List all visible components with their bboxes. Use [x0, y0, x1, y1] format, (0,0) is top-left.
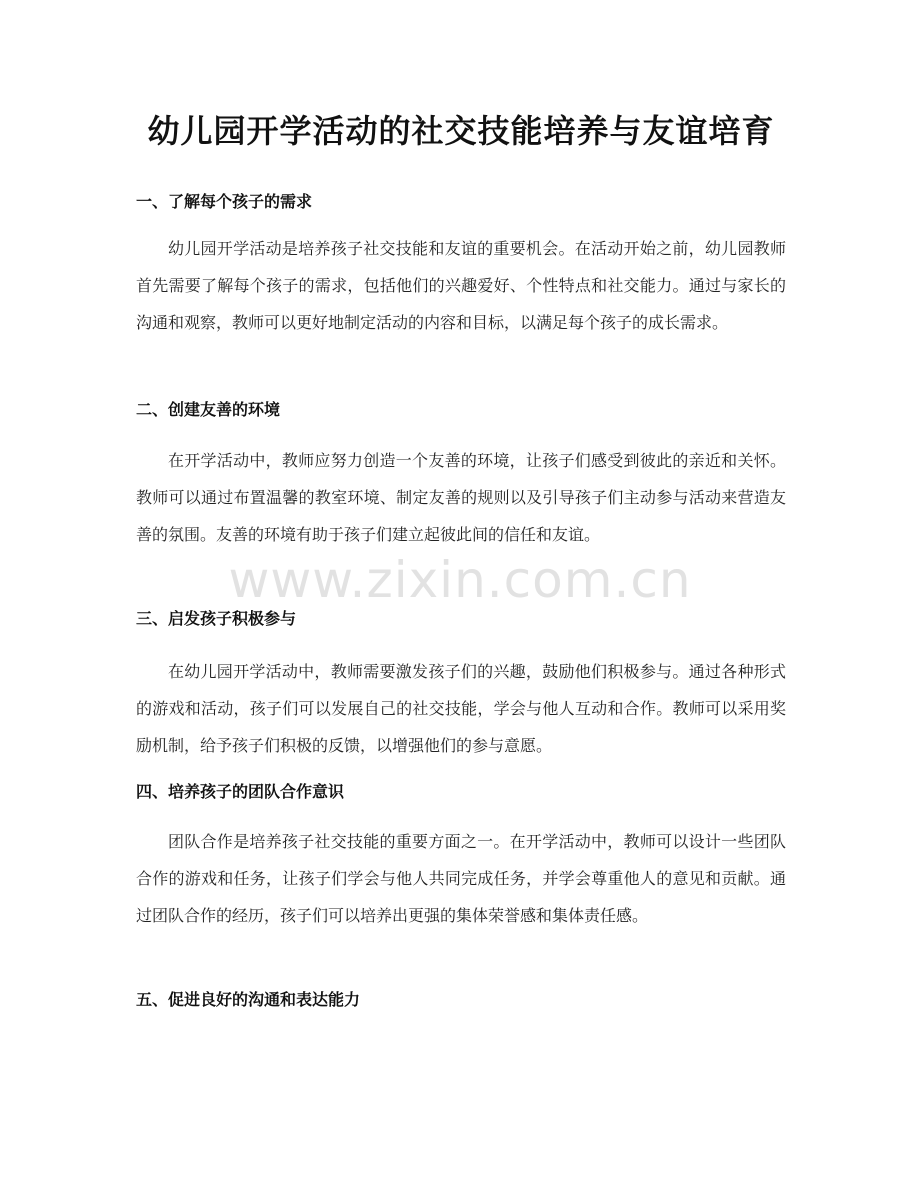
section-body-1: 幼儿园开学活动是培养孩子社交技能和友谊的重要机会。在活动开始之前，幼儿园教师首先需要了解每个孩子的需求，包括他们的兴趣爱好、个性特点和社交能力。通过与家长的沟通和观察，教师可以更好地制定活动的内容和目标，以满足每个孩子的成长需求。 — [136, 239, 786, 332]
page-title: 幼儿园开学活动的社交技能培养与友谊培育 — [147, 112, 775, 150]
section-heading-1: 一、了解每个孩子的需求 — [136, 192, 313, 211]
section-body-4: 团队合作是培养孩子社交技能的重要方面之一。在开学活动中，教师可以设计一些团队合作的游戏和任务，让孩子们学会与他人共同完成任务，并学会尊重他人的意见和贡献。通过团队合作的经历，孩子们可以培养出更强的集体荣誉感和集体责任感。 — [136, 832, 786, 925]
section-body-3: 在幼儿园开学活动中，教师需要激发孩子们的兴趣，鼓励他们积极参与。通过各种形式的游戏和活动，孩子们可以发展自己的社交技能，学会与他人互动和合作。教师可以采用奖励机制，给予孩子们积极的反馈，以增强他们的参与意愿。 — [136, 662, 786, 755]
section-body-2: 在开学活动中，教师应努力创造一个友善的环境，让孩子们感受到彼此的亲近和关怀。教师可以通过布置温馨的教室环境、制定友善的规则以及引导孩子们主动参与活动来营造友善的氛围。友善的环境有助于孩子们建立起彼此间的信任和友谊。 — [136, 451, 786, 544]
section-heading-2: 二、创建友善的环境 — [136, 400, 281, 419]
watermark-text: www.zixin.com.cn — [228, 551, 692, 609]
section-heading-3: 三、启发孩子积极参与 — [136, 609, 297, 628]
section-heading-5: 五、促进良好的沟通和表达能力 — [136, 990, 361, 1009]
section-heading-4: 四、培养孩子的团队合作意识 — [136, 782, 345, 801]
